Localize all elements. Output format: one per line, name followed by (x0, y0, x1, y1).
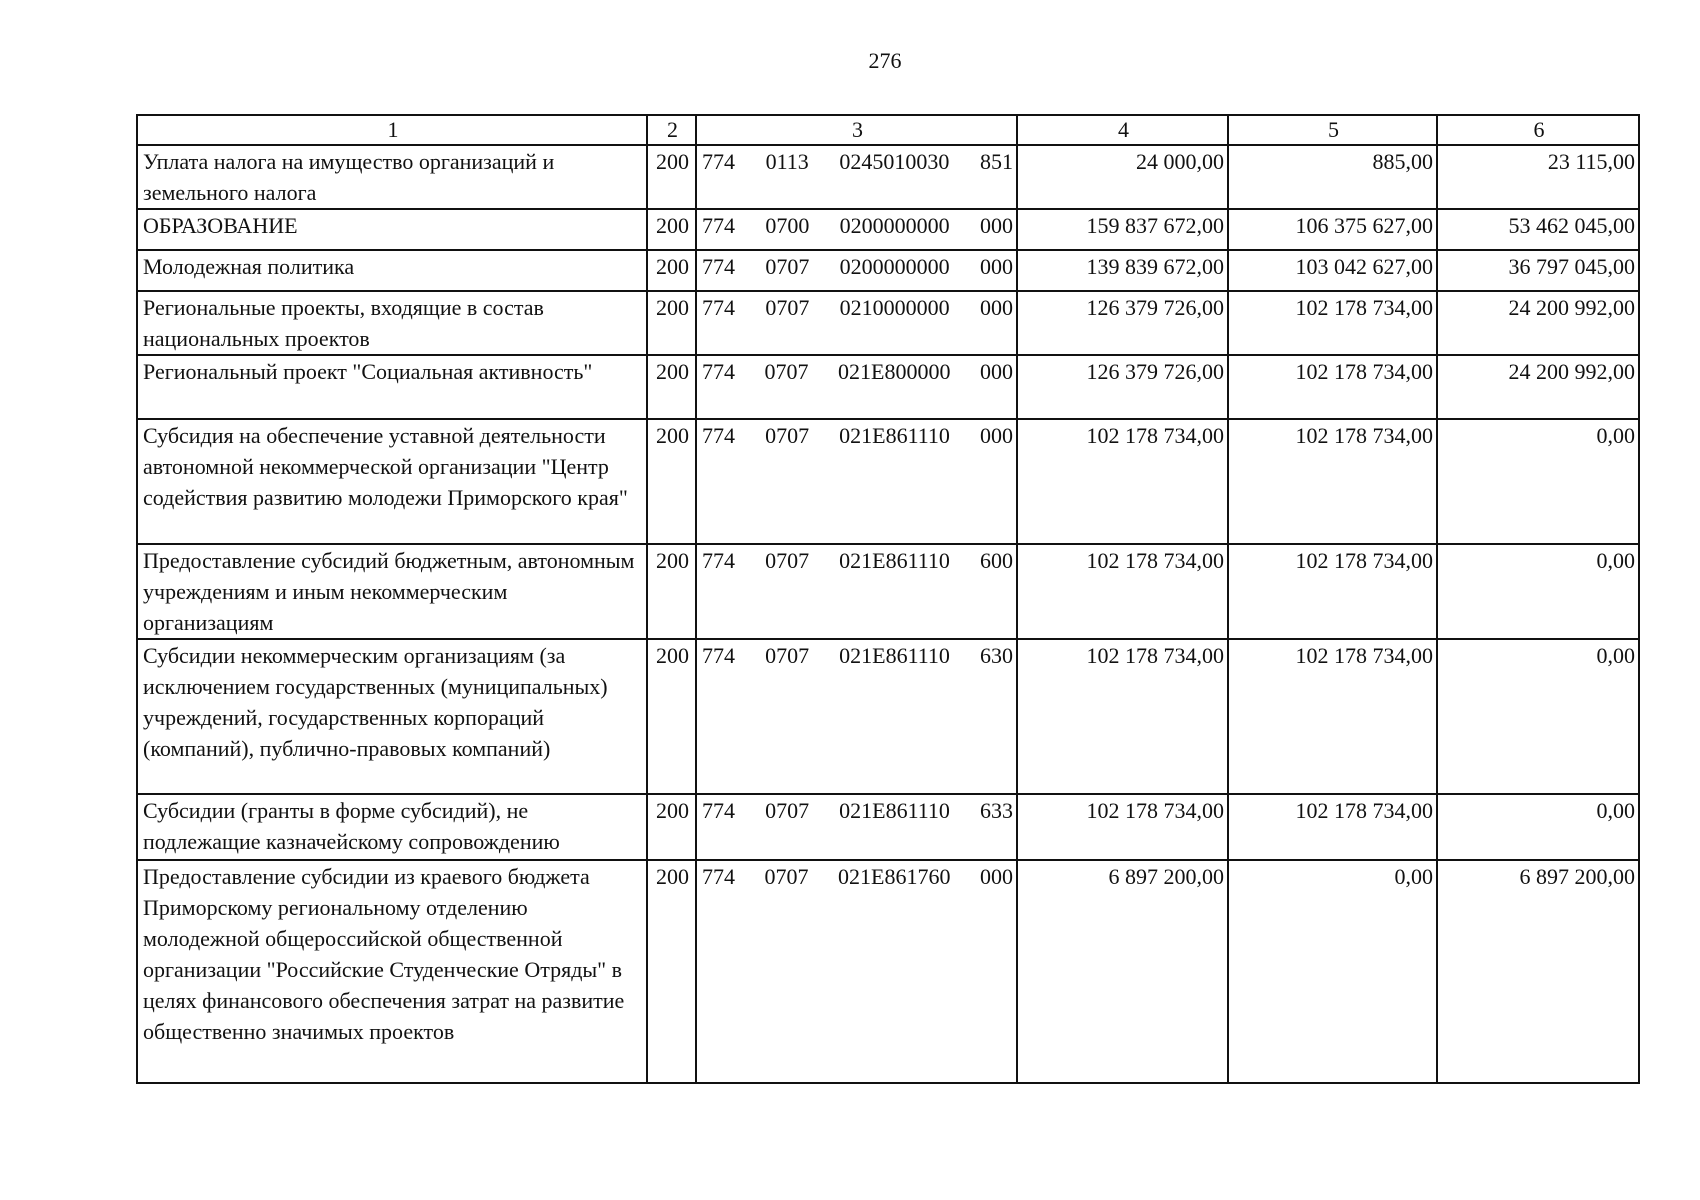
ministry-code: 774 (702, 149, 735, 174)
row-admin-code: 200 (647, 209, 696, 250)
ministry-code: 774 (702, 254, 735, 279)
row-col5-amount: 102 178 734,00 (1228, 355, 1437, 419)
ministry-code: 774 (702, 798, 735, 823)
row-admin-code: 200 (647, 250, 696, 291)
row-col4-amount: 6 897 200,00 (1017, 860, 1228, 1083)
section-code: 0707 (765, 295, 810, 320)
row-col5-amount: 103 042 627,00 (1228, 250, 1437, 291)
expense-type-code: 851 (979, 149, 1013, 174)
ministry-code: 774 (702, 643, 735, 668)
row-admin-code: 200 (647, 145, 696, 209)
section-code: 0700 (765, 213, 810, 238)
expense-type-code: 000 (979, 295, 1013, 320)
table-row (137, 544, 1639, 639)
table-row (137, 639, 1639, 794)
row-col6-amount: 0,00 (1437, 639, 1639, 794)
row-col6-amount: 6 897 200,00 (1437, 860, 1639, 1083)
row-col5-amount: 102 178 734,00 (1228, 419, 1437, 544)
expense-type-code: 000 (979, 254, 1013, 279)
row-col6-amount: 53 462 045,00 (1437, 209, 1639, 250)
row-classification-codes (696, 209, 1017, 250)
target-code: 0210000000 (839, 295, 950, 320)
row-admin-code: 200 (647, 860, 696, 1083)
row-admin-code: 200 (647, 291, 696, 355)
ministry-code: 774 (702, 548, 735, 573)
code-group (702, 146, 1013, 177)
row-name: Региональный проект "Социальная активность" (137, 355, 647, 419)
row-name: Региональные проекты, входящие в состав национальных проектов (137, 291, 647, 355)
row-col5-amount: 102 178 734,00 (1228, 794, 1437, 860)
row-col4-amount: 24 000,00 (1017, 145, 1228, 209)
row-name: Молодежная политика (137, 250, 647, 291)
row-classification-codes (696, 250, 1017, 291)
budget-table (136, 114, 1640, 1084)
section-code: 0707 (764, 864, 809, 889)
row-col4-amount: 126 379 726,00 (1017, 355, 1228, 419)
target-code: 021Е800000 (838, 359, 951, 384)
row-name: Субсидии некоммерческим организациям (за исключением государственных (муниципальных) учреждений, государственных корпораций (компаний), публично-правовых компаний) (137, 639, 647, 794)
expense-type-code: 633 (980, 798, 1013, 823)
table-row (137, 794, 1639, 860)
row-col4-amount: 102 178 734,00 (1017, 794, 1228, 860)
row-col4-amount: 102 178 734,00 (1017, 544, 1228, 639)
row-classification-codes (696, 145, 1017, 209)
table-row (137, 355, 1639, 419)
header-col-1: 1 (137, 115, 647, 145)
section-code: 0707 (764, 359, 809, 384)
row-name: Предоставление субсидий бюджетным, автономным учреждениям и иным некоммерческим организациям (137, 544, 647, 639)
row-name: ОБРАЗОВАНИЕ (137, 209, 647, 250)
section-code: 0707 (765, 423, 810, 448)
row-col6-amount: 0,00 (1437, 419, 1639, 544)
ministry-code: 774 (702, 423, 735, 448)
table-row (137, 145, 1639, 209)
row-col5-amount: 885,00 (1228, 145, 1437, 209)
row-col6-amount: 0,00 (1437, 794, 1639, 860)
row-classification-codes (696, 419, 1017, 544)
table-row (137, 250, 1639, 291)
header-row (137, 115, 1639, 145)
row-col5-amount: 102 178 734,00 (1228, 291, 1437, 355)
table-body (137, 145, 1639, 1083)
table-row (137, 860, 1639, 1083)
expense-type-code: 600 (980, 548, 1013, 573)
header-col-2: 2 (647, 115, 696, 145)
target-code: 0200000000 (839, 254, 950, 279)
section-code: 0113 (765, 149, 809, 174)
row-name: Предоставление субсидии из краевого бюджета Приморскому региональному отделению молодежной общероссийской общественной организации "Российские Студенческие Отряды" в целях финансового обеспечения затрат на развитие общественно значимых проектов (137, 860, 647, 1083)
code-group (702, 640, 1013, 671)
row-col5-amount: 0,00 (1228, 860, 1437, 1083)
code-group (702, 292, 1013, 323)
target-code: 021Е861110 (839, 643, 950, 668)
header-col-6: 6 (1437, 115, 1639, 145)
row-col4-amount: 102 178 734,00 (1017, 639, 1228, 794)
target-code: 021Е861760 (838, 864, 951, 889)
row-classification-codes (696, 544, 1017, 639)
row-col4-amount: 126 379 726,00 (1017, 291, 1228, 355)
row-col5-amount: 102 178 734,00 (1228, 544, 1437, 639)
section-code: 0707 (765, 643, 810, 668)
table-row (137, 419, 1639, 544)
ministry-code: 774 (702, 295, 735, 320)
expense-type-code: 000 (980, 864, 1013, 889)
row-admin-code: 200 (647, 794, 696, 860)
header-col-3: 3 (696, 115, 1017, 145)
row-col5-amount: 102 178 734,00 (1228, 639, 1437, 794)
row-col6-amount: 0,00 (1437, 544, 1639, 639)
section-code: 0707 (765, 548, 810, 573)
row-col6-amount: 23 115,00 (1437, 145, 1639, 209)
code-group (702, 210, 1013, 241)
ministry-code: 774 (702, 359, 735, 384)
row-classification-codes (696, 639, 1017, 794)
row-admin-code: 200 (647, 639, 696, 794)
row-col6-amount: 24 200 992,00 (1437, 291, 1639, 355)
ministry-code: 774 (702, 864, 735, 889)
row-col4-amount: 139 839 672,00 (1017, 250, 1228, 291)
code-group (702, 545, 1013, 576)
code-group (702, 861, 1013, 892)
row-name: Субсидии (гранты в форме субсидий), не подлежащие казначейскому сопровождению (137, 794, 647, 860)
row-classification-codes (696, 291, 1017, 355)
section-code: 0707 (765, 798, 810, 823)
target-code: 0245010030 (839, 149, 950, 174)
section-code: 0707 (765, 254, 810, 279)
table-row (137, 209, 1639, 250)
table-row (137, 291, 1639, 355)
row-col4-amount: 102 178 734,00 (1017, 419, 1228, 544)
target-code: 021Е861110 (839, 798, 950, 823)
target-code: 021Е861110 (839, 548, 950, 573)
row-admin-code: 200 (647, 355, 696, 419)
expense-type-code: 000 (980, 359, 1013, 384)
row-name: Уплата налога на имущество организаций и земельного налога (137, 145, 647, 209)
row-col5-amount: 106 375 627,00 (1228, 209, 1437, 250)
code-group (702, 356, 1013, 387)
ministry-code: 774 (702, 213, 735, 238)
row-classification-codes (696, 860, 1017, 1083)
row-admin-code: 200 (647, 544, 696, 639)
page-number: 276 (868, 48, 902, 73)
row-admin-code: 200 (647, 419, 696, 544)
target-code: 021Е861110 (839, 423, 950, 448)
target-code: 0200000000 (839, 213, 950, 238)
code-group (702, 795, 1013, 826)
header-col-4: 4 (1017, 115, 1228, 145)
row-col4-amount: 159 837 672,00 (1017, 209, 1228, 250)
expense-type-code: 000 (979, 213, 1013, 238)
row-col6-amount: 36 797 045,00 (1437, 250, 1639, 291)
row-name: Субсидия на обеспечение уставной деятельности автономной некоммерческой организации "Центр содействия развитию молодежи Приморского края" (137, 419, 647, 544)
expense-type-code: 000 (980, 423, 1013, 448)
header-col-5: 5 (1228, 115, 1437, 145)
code-group (702, 420, 1013, 451)
code-group (702, 251, 1013, 282)
expense-type-code: 630 (980, 643, 1013, 668)
row-classification-codes (696, 794, 1017, 860)
row-col6-amount: 24 200 992,00 (1437, 355, 1639, 419)
row-classification-codes (696, 355, 1017, 419)
